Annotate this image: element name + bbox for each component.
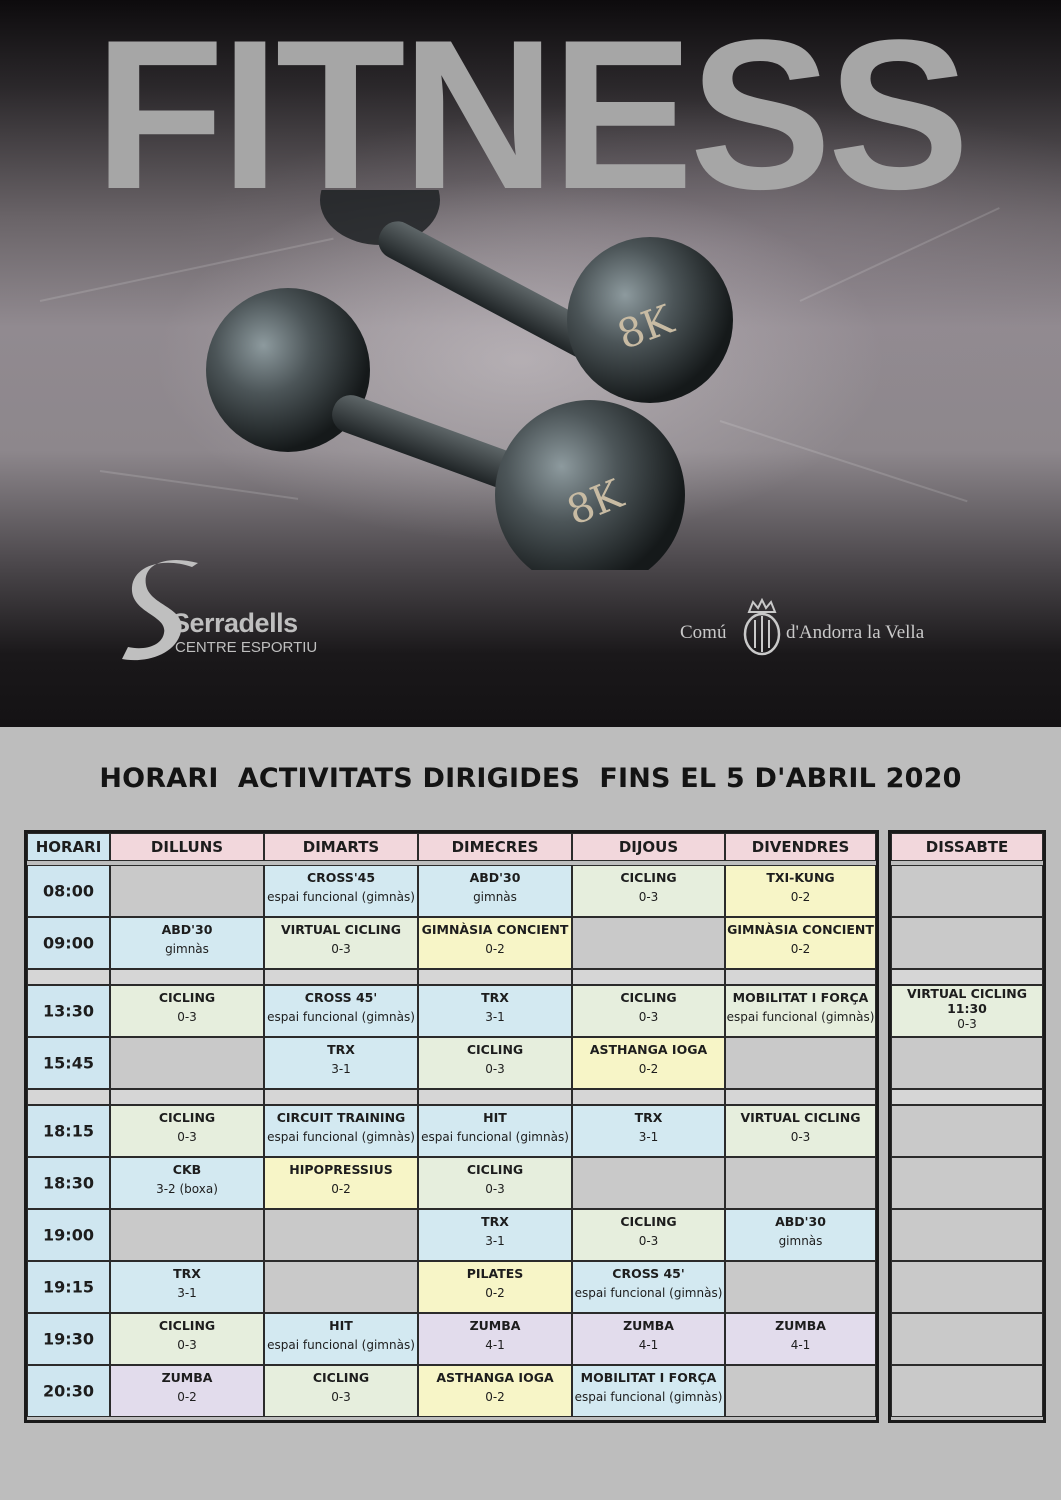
activity-name: TRX xyxy=(327,1042,355,1057)
header-day: DILLUNS xyxy=(110,833,264,861)
activity-name: TRX xyxy=(481,1214,509,1229)
spacer-cell xyxy=(572,969,725,985)
spacer-cell xyxy=(110,1089,264,1105)
spacer-cell xyxy=(725,969,876,985)
activity-room: 0-2 xyxy=(790,942,811,956)
time-label: 18:30 xyxy=(43,1173,94,1193)
header-saturday: DISSABTE xyxy=(891,833,1043,861)
activity-room: 0-3 xyxy=(638,890,659,904)
activity-room: 0-3 xyxy=(331,1390,351,1404)
activity-room: espai funcional (gimnàs) xyxy=(574,1390,723,1404)
activity-name: CICLING xyxy=(466,1042,524,1057)
activity-cell xyxy=(418,1209,572,1261)
activity-room: 0-3 xyxy=(177,1130,197,1144)
activity-room: espai funcional (gimnàs) xyxy=(267,1338,415,1352)
activity-room: 0-3 xyxy=(638,1010,659,1024)
activity-room: 0-3 xyxy=(331,942,351,956)
activity-name: TRX xyxy=(634,1110,663,1125)
activity-room: 3-1 xyxy=(485,1234,505,1248)
activity-cell xyxy=(572,985,725,1037)
activity-name: MOBILITAT I FORÇA xyxy=(732,990,869,1005)
spacer-cell xyxy=(725,1089,876,1105)
activity-cell xyxy=(264,1313,418,1365)
activity-room: 0-2 xyxy=(790,890,811,904)
time-label: 19:00 xyxy=(43,1225,94,1245)
saturday-schedule-table xyxy=(888,830,1046,1423)
activity-cell xyxy=(110,917,264,969)
spacer-cell xyxy=(27,1089,110,1105)
hero-title: FITNESS xyxy=(94,0,966,234)
activity-room: espai funcional (gimnàs) xyxy=(267,890,415,904)
activity-cell xyxy=(725,1313,876,1365)
activity-room: 0-3 xyxy=(790,1130,811,1144)
activity-cell xyxy=(264,1157,418,1209)
activity-cell xyxy=(418,1105,572,1157)
header-day: DIVENDRES xyxy=(725,833,876,861)
empty-slot xyxy=(725,1261,876,1313)
spacer-cell xyxy=(27,969,110,985)
activity-cell xyxy=(418,1157,572,1209)
time-slot xyxy=(27,1105,110,1157)
activity-name: ZUMBA xyxy=(775,1318,826,1333)
empty-slot xyxy=(725,1157,876,1209)
activity-room: 0-2 xyxy=(177,1390,197,1404)
activity-cell xyxy=(418,917,572,969)
weight-mark-top: 8K xyxy=(611,296,680,359)
activity-room: 4-1 xyxy=(638,1338,659,1352)
activity-room: espai funcional (gimnàs) xyxy=(726,1010,875,1024)
empty-slot xyxy=(264,1261,418,1313)
activity-room: espai funcional (gimnàs) xyxy=(267,1130,415,1144)
time-slot xyxy=(27,1157,110,1209)
activity-name: CROSS 45' xyxy=(304,990,378,1005)
time-label: 20:30 xyxy=(43,1381,94,1401)
spacer-cell xyxy=(264,969,418,985)
activity-name: VIRTUAL CICLING xyxy=(906,986,1027,1001)
activity-room: espai funcional (gimnàs) xyxy=(267,1010,415,1024)
activity-cell xyxy=(418,985,572,1037)
andorra-la-vella-text: d'Andorra la Vella xyxy=(786,622,925,643)
activity-name: GIMNÀSIA CONCIENT xyxy=(727,922,874,937)
activity-cell xyxy=(572,1313,725,1365)
empty-slot xyxy=(891,1157,1043,1209)
activity-room: 0-2 xyxy=(485,1286,505,1300)
activity-name: CICLING xyxy=(466,1162,524,1177)
time-slot xyxy=(27,865,110,917)
activity-cell xyxy=(418,1037,572,1089)
activity-cell xyxy=(110,1313,264,1365)
activity-name: ABD'30 xyxy=(775,1214,826,1229)
activity-room: 3-2 (boxa) xyxy=(156,1182,218,1196)
activity-room: 3-1 xyxy=(485,1010,505,1024)
empty-slot xyxy=(110,1037,264,1089)
activity-name: TRX xyxy=(173,1266,201,1281)
time-label: 18:15 xyxy=(43,1121,94,1141)
activity-room: 0-3 xyxy=(177,1338,197,1352)
serradells-logo xyxy=(120,555,320,665)
activity-cell xyxy=(572,1105,725,1157)
weight-mark-bottom: 8K xyxy=(560,471,630,535)
empty-slot xyxy=(891,1105,1043,1157)
activity-cell xyxy=(264,1037,418,1089)
activity-room: gimnàs xyxy=(778,1234,823,1248)
activity-cell xyxy=(572,1365,725,1417)
time-label: 09:00 xyxy=(43,933,94,953)
activity-cell xyxy=(110,1105,264,1157)
time-slot xyxy=(27,1209,110,1261)
activity-name: CICLING xyxy=(312,1370,370,1385)
activity-room: 4-1 xyxy=(485,1338,505,1352)
activity-name: MOBILITAT I FORÇA xyxy=(580,1370,717,1385)
activity-name: HIPOPRESSIUS xyxy=(289,1162,393,1177)
time-slot xyxy=(27,985,110,1037)
spacer-cell xyxy=(264,1089,418,1105)
activity-name: TRX xyxy=(481,990,509,1005)
time-label: 19:15 xyxy=(43,1277,94,1297)
activity-name: ASTHANGA IOGA xyxy=(589,1042,708,1057)
activity-room: 0-2 xyxy=(331,1182,351,1196)
activity-name: ZUMBA xyxy=(469,1318,521,1333)
header-day: DIMARTS xyxy=(264,833,418,861)
activity-cell xyxy=(725,917,876,969)
header-day: DIJOUS xyxy=(572,833,725,861)
activity-name: CICLING xyxy=(620,990,677,1005)
activity-cell xyxy=(418,1261,572,1313)
activity-name: CICLING xyxy=(158,990,216,1005)
empty-slot xyxy=(572,1157,725,1209)
activity-name: CROSS 45' xyxy=(612,1266,685,1281)
time-label: 15:45 xyxy=(43,1053,94,1073)
spacer-cell xyxy=(572,1089,725,1105)
empty-slot xyxy=(891,1261,1043,1313)
activity-cell xyxy=(725,985,876,1037)
saturday-activity-cell xyxy=(891,985,1043,1037)
activity-cell xyxy=(264,1365,418,1417)
activity-room: 0-2 xyxy=(485,1390,505,1404)
activity-name: CICLING xyxy=(620,870,677,885)
comu-andorra-logo xyxy=(680,598,950,658)
activity-cell xyxy=(110,1261,264,1313)
activity-cell xyxy=(110,1365,264,1417)
spacer-cell xyxy=(110,969,264,985)
time-label: 08:00 xyxy=(43,881,94,901)
serradells-name: Serradells xyxy=(172,608,298,638)
empty-slot xyxy=(725,1365,876,1417)
coat-of-arms-icon xyxy=(741,598,783,656)
time-label: 13:30 xyxy=(43,1001,94,1021)
time-label: 19:30 xyxy=(43,1329,94,1349)
activity-time: 11:30 xyxy=(947,1001,987,1016)
activity-name: ABD'30 xyxy=(469,870,521,885)
activity-name: CROSS'45 xyxy=(306,870,376,885)
activity-name: ZUMBA xyxy=(623,1318,674,1333)
spacer-cell xyxy=(418,969,572,985)
empty-slot xyxy=(891,1037,1043,1089)
empty-slot xyxy=(891,1313,1043,1365)
time-slot xyxy=(27,917,110,969)
activity-room: 3-1 xyxy=(177,1286,197,1300)
activity-name: GIMNÀSIA CONCIENT xyxy=(421,922,569,937)
activity-cell xyxy=(110,1157,264,1209)
empty-slot xyxy=(264,1209,418,1261)
comu-text: Comú xyxy=(680,622,727,643)
activity-cell xyxy=(264,985,418,1037)
activity-name: CIRCUIT TRAINING xyxy=(276,1110,406,1125)
activity-room: 4-1 xyxy=(790,1338,811,1352)
activity-name: HIT xyxy=(483,1110,507,1125)
time-slot xyxy=(27,1037,110,1089)
empty-slot xyxy=(110,865,264,917)
header-day: DIMECRES xyxy=(418,833,572,861)
activity-name: ZUMBA xyxy=(161,1370,213,1385)
empty-slot xyxy=(891,865,1043,917)
empty-slot xyxy=(110,1209,264,1261)
activity-cell xyxy=(725,1105,876,1157)
activity-cell xyxy=(418,865,572,917)
activity-room: 0-2 xyxy=(485,942,505,956)
activity-room: 3-1 xyxy=(331,1062,351,1076)
activity-room: espai funcional (gimnàs) xyxy=(421,1130,569,1144)
spacer-cell xyxy=(891,1089,1043,1105)
activity-cell xyxy=(264,917,418,969)
header-horari: HORARI xyxy=(27,833,110,861)
activity-name: ASTHANGA IOGA xyxy=(436,1370,554,1385)
weekday-schedule-table xyxy=(24,830,879,1423)
activity-room: 0-3 xyxy=(485,1182,505,1196)
activity-room: espai funcional (gimnàs) xyxy=(574,1286,723,1300)
empty-slot xyxy=(891,1209,1043,1261)
activity-cell xyxy=(572,1037,725,1089)
activity-cell xyxy=(725,1209,876,1261)
activity-cell xyxy=(264,865,418,917)
activity-cell xyxy=(418,1313,572,1365)
spacer-cell xyxy=(891,969,1043,985)
activity-name: VIRTUAL CICLING xyxy=(280,922,401,937)
schedule-title: HORARI ACTIVITATS DIRIGIDES FINS EL 5 D'ABRIL 2020 xyxy=(99,763,962,794)
serradells-subtitle: CENTRE ESPORTIU xyxy=(175,639,318,656)
activity-cell xyxy=(572,1261,725,1313)
activity-name: CICLING xyxy=(158,1110,216,1125)
activity-cell xyxy=(418,1365,572,1417)
activity-name: VIRTUAL CICLING xyxy=(740,1110,861,1125)
activity-room: 0-3 xyxy=(177,1010,197,1024)
activity-name: CICLING xyxy=(158,1318,216,1333)
activity-name: CICLING xyxy=(620,1214,677,1229)
activity-room: gimnàs xyxy=(165,942,209,956)
activity-cell xyxy=(572,865,725,917)
activity-cell xyxy=(110,985,264,1037)
activity-room: 0-3 xyxy=(957,1017,977,1031)
activity-room: 0-3 xyxy=(485,1062,505,1076)
time-slot xyxy=(27,1365,110,1417)
activity-name: HIT xyxy=(329,1318,353,1333)
hero-banner xyxy=(0,0,1061,727)
activity-room: 0-2 xyxy=(638,1062,659,1076)
activity-cell xyxy=(264,1105,418,1157)
activity-room: 3-1 xyxy=(638,1130,659,1144)
time-slot xyxy=(27,1313,110,1365)
activity-name: PILATES xyxy=(466,1266,524,1281)
time-slot xyxy=(27,1261,110,1313)
empty-slot xyxy=(891,917,1043,969)
activity-name: TXI-KUNG xyxy=(766,870,835,885)
activity-cell xyxy=(725,865,876,917)
empty-slot xyxy=(725,1037,876,1089)
activity-name: ABD'30 xyxy=(161,922,213,937)
activity-room: 0-3 xyxy=(638,1234,659,1248)
spacer-cell xyxy=(418,1089,572,1105)
dumbbells-image xyxy=(200,190,760,570)
activity-room: gimnàs xyxy=(473,890,517,904)
empty-slot xyxy=(572,917,725,969)
activity-name: CKB xyxy=(172,1162,202,1177)
activity-cell xyxy=(572,1209,725,1261)
empty-slot xyxy=(891,1365,1043,1417)
